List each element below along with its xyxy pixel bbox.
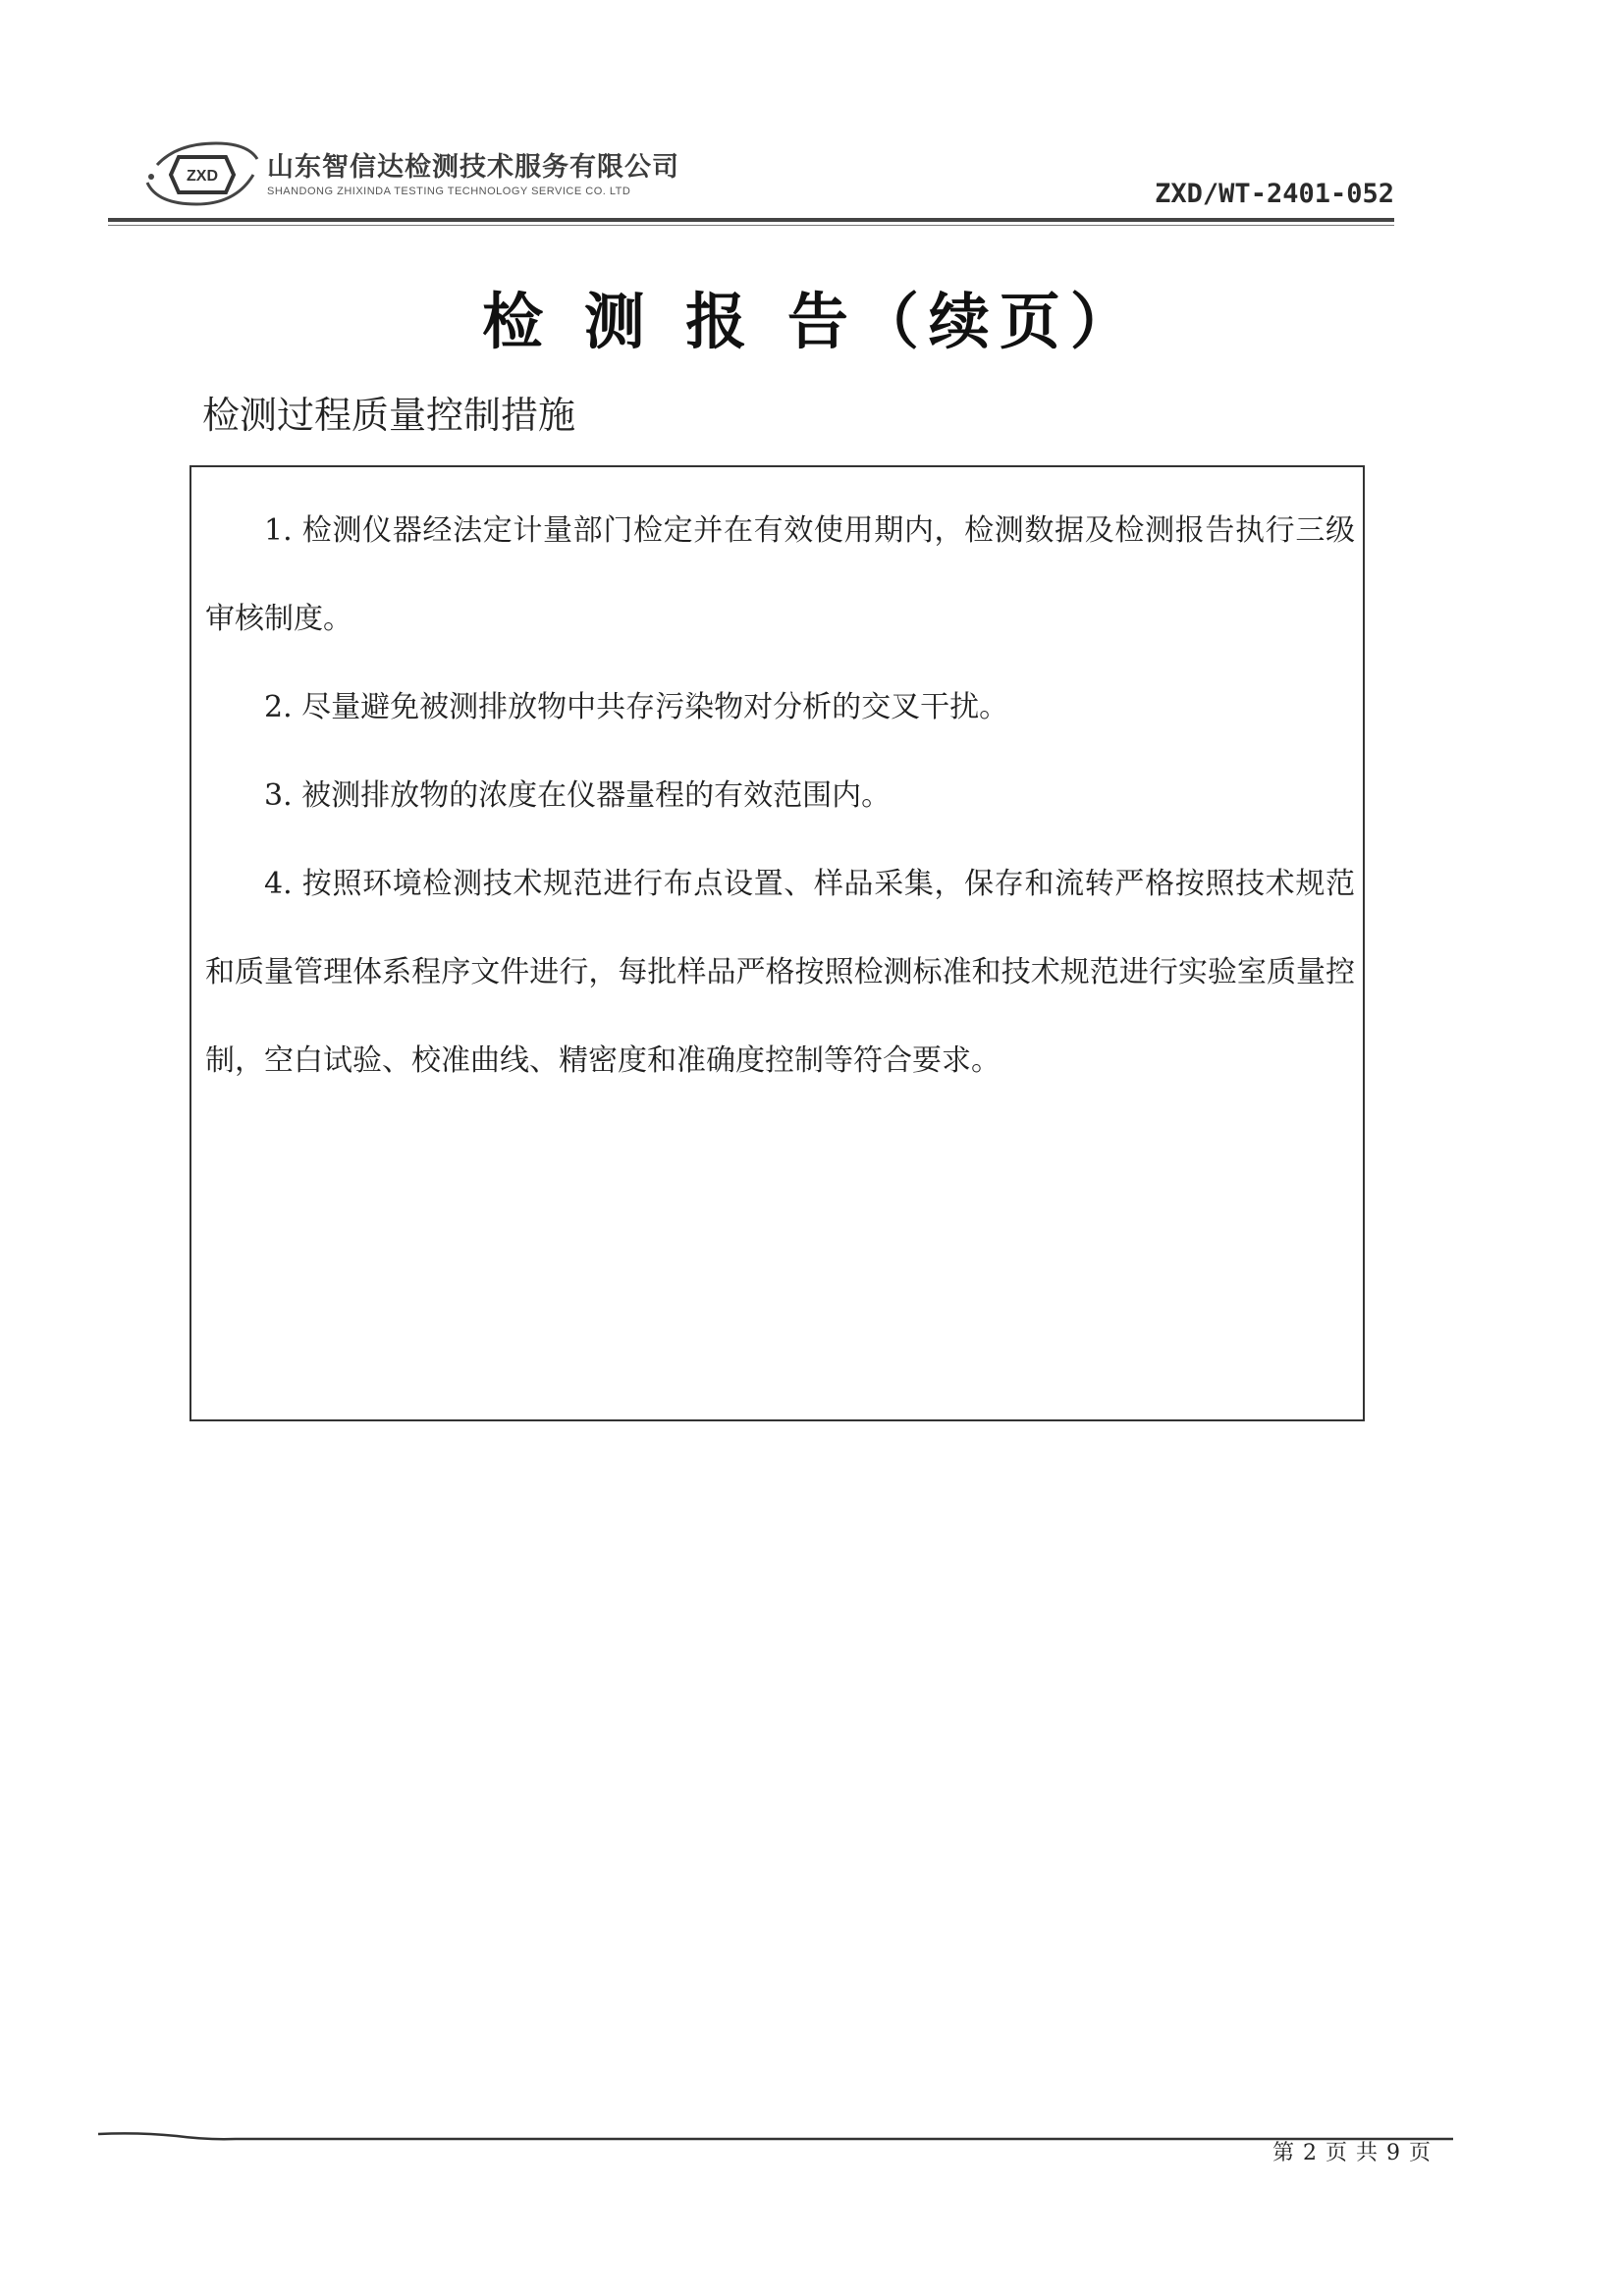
section-title: 检测过程质量控制措施: [202, 394, 576, 437]
company-name: [267, 145, 679, 197]
page-title: 检 测 报 告（续页）: [482, 286, 1141, 357]
list-item: 4. 按照环境检测技术规范进行布点设置、样品采集，保存和流转严格按照技术规范和质量管理体系程序文件进行，每批样品严格按照检测标准和技术规范进行实验室质量控制，空白试验、校准曲线、精密度和准确度控制等符合要求。: [205, 867, 1355, 1078]
report-number: ZXD/WT-2401-052: [1155, 179, 1394, 209]
company-logo: [137, 135, 265, 214]
header-divider: [108, 218, 1394, 226]
footer-divider: [98, 2130, 1453, 2144]
page-number: 第 2 页 共 9 页: [1272, 2141, 1432, 2165]
company-name-cn: 山东智信达检测技术服务有限公司: [267, 152, 679, 183]
company-name-en: SHANDONG ZHIXINDA TESTING TECHNOLOGY SERVICE CO. LTD: [267, 186, 631, 197]
list-item: 1. 检测仪器经法定计量部门检定并在有效使用期内，检测数据及检测报告执行三级审核制度。: [205, 513, 1355, 636]
logo-text: ZXD: [187, 168, 218, 185]
measures-box: [189, 465, 1365, 1421]
list-item: 3. 被测排放物的浓度在仪器量程的有效范围内。: [264, 778, 892, 813]
list-item: 2. 尽量避免被测排放物中共存污染物对分析的交叉干扰。: [264, 690, 1009, 724]
